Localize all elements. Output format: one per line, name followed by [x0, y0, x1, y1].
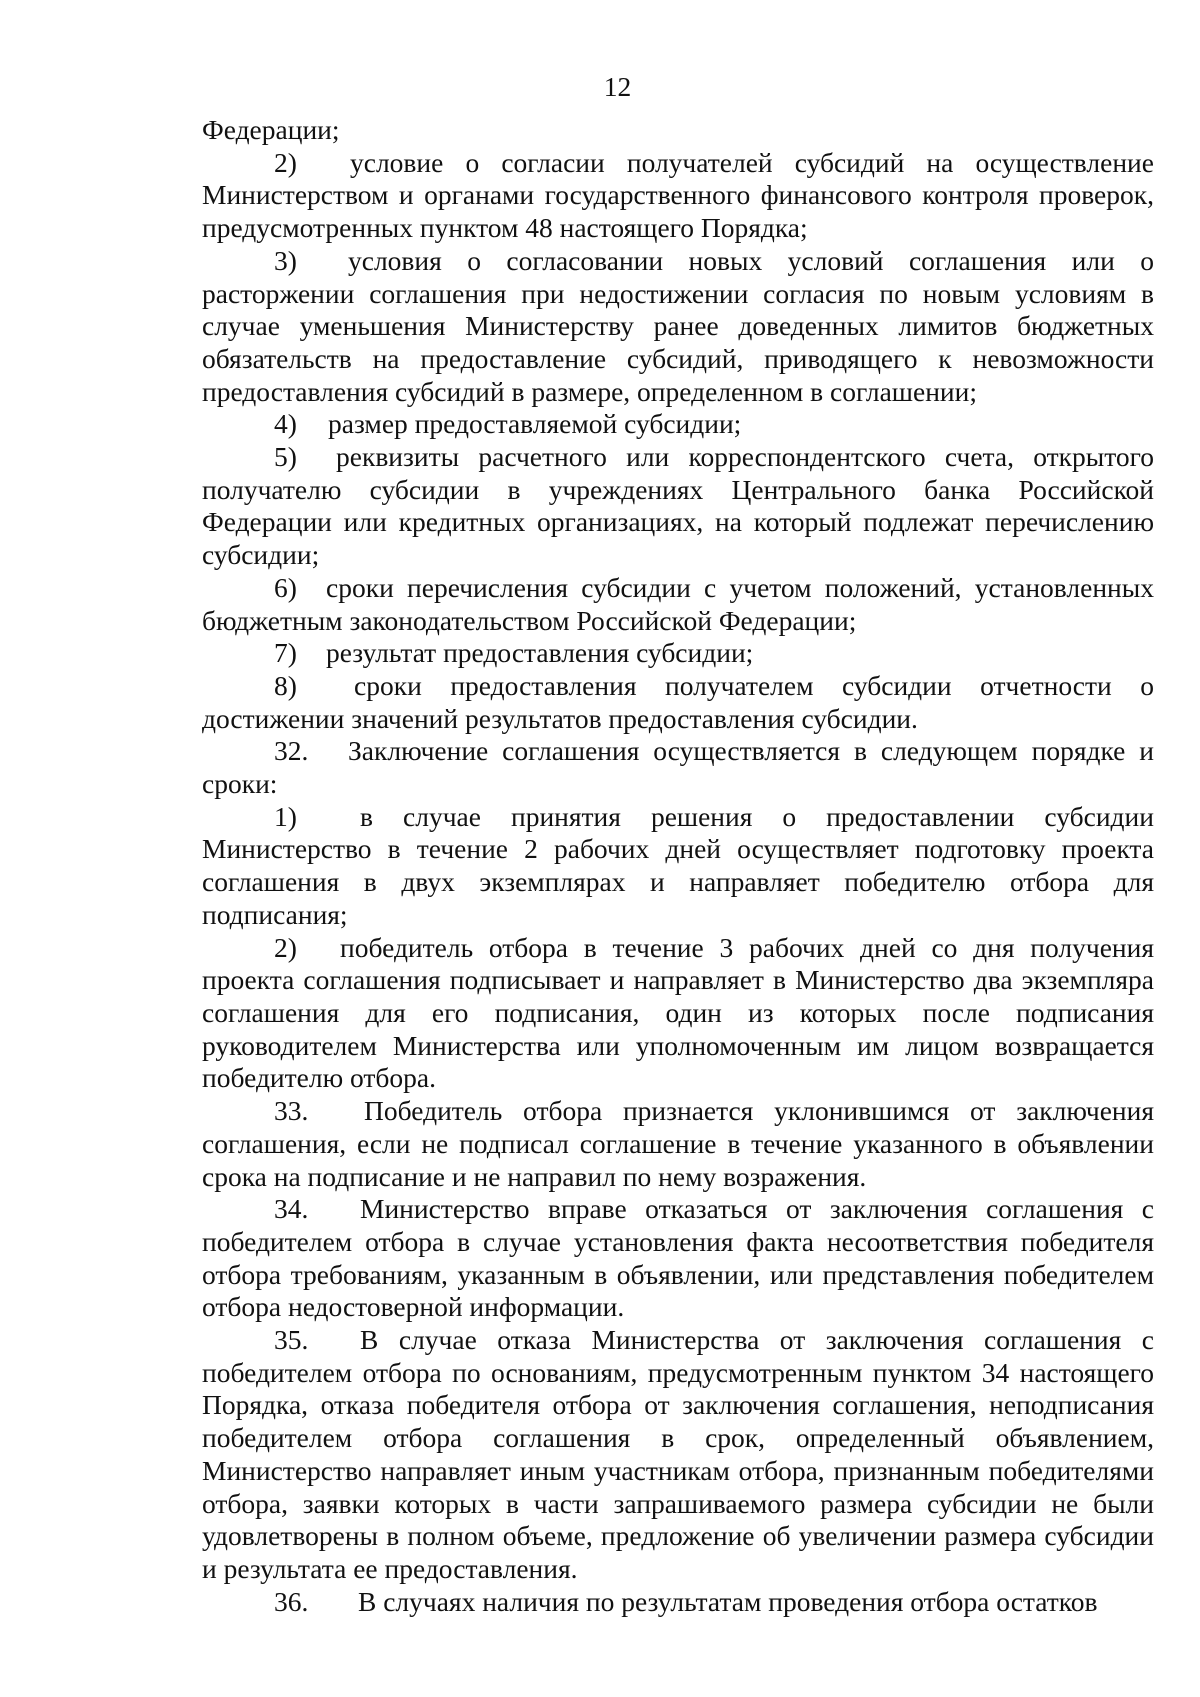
paragraph-text: Министерство вправе отказаться от заключения соглашения с победителем отбора в случае установления факта несоответствия победителя отбора требованиям, указанным в объявлении, или представления победителем отбора недостоверной информации.	[202, 1193, 1154, 1323]
paragraph-text: В случаях наличия по результатам проведения отбора остатков	[358, 1585, 1098, 1617]
section-number: 34.	[274, 1193, 309, 1225]
item-number: 4)	[274, 408, 297, 440]
page-number: 12	[603, 71, 632, 102]
list-item-7	[202, 637, 1154, 670]
item-number: 8)	[274, 669, 297, 701]
item-number: 5)	[274, 441, 297, 473]
paragraph-text: реквизиты расчетного или корреспондентского счета, открытого получателю субсидии в учреждениях Центрального банка Российской Федерации или кредитных организациях, на который подлежат перечислению субсидии;	[202, 441, 1154, 571]
section-34	[202, 1193, 1154, 1324]
paragraph-text: Победитель отбора признается уклонившимся от заключения соглашения, если не подписал соглашение в течение указанного в объявлении срока на подписание и не направил по нему возражения.	[202, 1095, 1154, 1192]
section-number: 36.	[274, 1585, 309, 1617]
section-35	[202, 1324, 1154, 1586]
paragraph-text: Федерации;	[202, 114, 340, 145]
paragraph-text: в случае принятия решения о предоставлении субсидии Министерство в течение 2 рабочих дней осуществляет подготовку проекта соглашения в двух экземплярах и направляет победителю отбора для подписания;	[202, 800, 1154, 930]
section-33	[202, 1095, 1154, 1193]
paragraph-text: В случае отказа Министерства от заключения соглашения с победителем отбора по основаниям, предусмотренным пунктом 34 настоящего Порядка, отказа победителя отбора от заключения соглашения, неподписания победителем отбора соглашения в срок, определенный объявлением, Министерство направляет иным участникам отбора, признанным победителями отбора, заявки которых в части запрашиваемого размера субсидии не были удовлетворены в полном объеме, предложение об увеличении размера субсидии и результата ее предоставления.	[202, 1324, 1154, 1584]
paragraph-text: сроки предоставления получателем субсидии отчетности о достижении значений результатов предоставления субсидии.	[202, 669, 1154, 734]
list-item-6	[202, 572, 1154, 637]
paragraph-text: условия о согласовании новых условий соглашения или о расторжении соглашения при недостижении согласия по новым условиям в случае уменьшения Министерству ранее доведенных лимитов бюджетных обязательств на предоставление субсидий, приводящего к невозможности предоставления субсидий в размере, определенном в соглашении;	[202, 244, 1154, 407]
paragraph-continuation	[202, 114, 1154, 147]
list-item-5	[202, 441, 1154, 572]
section-number: 33.	[274, 1095, 309, 1127]
list-item-1	[202, 801, 1154, 932]
list-item-2b	[202, 932, 1154, 1096]
item-number: 1)	[274, 800, 297, 832]
section-number: 35.	[274, 1324, 309, 1356]
list-item-4	[202, 408, 1154, 441]
paragraph-text: результат предоставления субсидии;	[326, 637, 754, 669]
item-number: 7)	[274, 637, 297, 669]
list-item-3	[202, 245, 1154, 409]
section-number: 32.	[274, 735, 309, 767]
paragraph-text: условие о согласии получателей субсидий на осуществление Министерством и органами государственного финансового контроля проверок, предусмотренных пунктом 48 настоящего Порядка;	[202, 146, 1154, 244]
paragraph-text: победитель отбора в течение 3 рабочих дней со дня получения проекта соглашения подписывает и направляет в Министерство два экземпляра соглашения для его подписания, один из которых после подписания руководителем Министерства или уполномоченным им лицом возвращается победителю отбора.	[202, 931, 1154, 1094]
paragraph-text: Заключение соглашения осуществляется в следующем порядке и сроки:	[202, 735, 1154, 800]
item-number: 3)	[274, 244, 297, 276]
paragraph-text: сроки перечисления субсидии с учетом положений, установленных бюджетным законодательством Российской Федерации;	[202, 571, 1154, 636]
item-number: 2)	[274, 146, 297, 178]
item-number: 2)	[274, 931, 297, 963]
document-body	[202, 114, 1154, 1618]
item-number: 6)	[274, 571, 297, 603]
paragraph-text: размер предоставляемой субсидии;	[328, 408, 742, 440]
list-item-2	[202, 147, 1154, 245]
list-item-8	[202, 670, 1154, 735]
section-36	[202, 1586, 1154, 1619]
section-32	[202, 735, 1154, 800]
